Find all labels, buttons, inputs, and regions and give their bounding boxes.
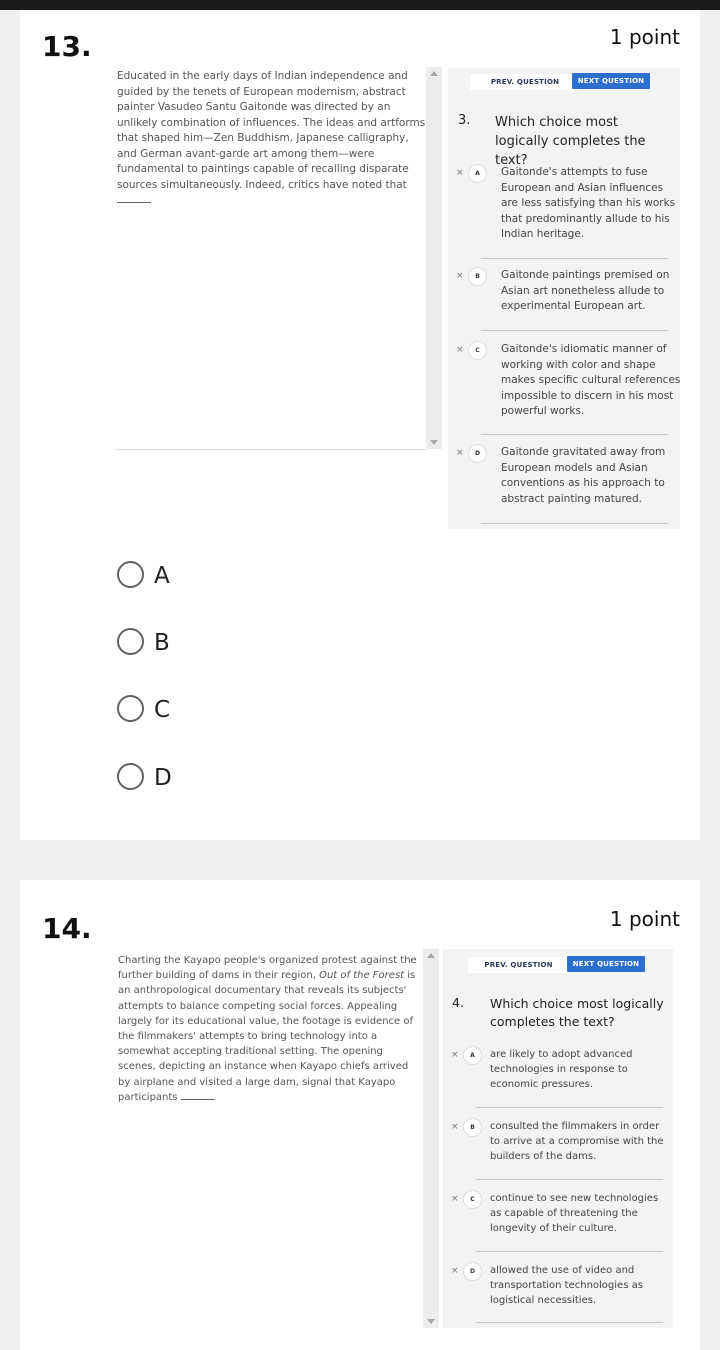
radio-label: C — [154, 697, 171, 723]
choice-letter-badge[interactable]: D — [463, 1262, 482, 1281]
passage-scrollbar[interactable] — [423, 949, 439, 1328]
choice-text: are likely to adopt advanced technologies in response to economic pressures. — [490, 1049, 633, 1090]
choice-divider — [476, 1107, 663, 1108]
scroll-down-icon[interactable] — [427, 1319, 435, 1324]
choice-divider — [476, 1322, 663, 1323]
choice-divider — [481, 258, 668, 259]
passage-body: Charting the Kayapo people's organized protest against the further building of dams in their region, — [118, 955, 417, 982]
passage-bottom-line — [115, 449, 427, 450]
question-card-14 — [20, 880, 700, 1350]
question-card-13 — [20, 10, 700, 840]
choice-divider — [481, 434, 668, 435]
eliminate-icon[interactable]: × — [451, 1266, 459, 1276]
question-index: 3. — [458, 113, 471, 128]
choice-divider — [476, 1251, 663, 1252]
choice-text: Gaitonde gravitated away from European models and Asian conventions as his approach to abstract painting matured. — [501, 446, 666, 505]
choice-text: allowed the use of video and transportation technologies as logistical necessities. — [490, 1265, 643, 1306]
choice-text: consulted the filmmakers in order to arrive at a compromise with the builders of the dams. — [490, 1121, 664, 1162]
answer-blank — [181, 1090, 215, 1100]
radio-circle[interactable] — [117, 695, 144, 722]
passage-text — [117, 69, 427, 209]
choice-letter-badge[interactable]: A — [468, 164, 487, 183]
prev-question-button[interactable]: PREV. QUESTION — [470, 74, 580, 90]
choice-text: continue to see new technologies as capable of threatening the longevity of their culture. — [490, 1193, 659, 1234]
prev-question-button[interactable]: PREV. QUESTION — [468, 957, 569, 973]
choice-text: Gaitonde's idiomatic manner of working with color and shape makes specific cultural references impossible to discern in his most powerful works. — [501, 343, 681, 417]
choice-divider — [481, 330, 668, 331]
choice-divider — [481, 523, 668, 524]
radio-label: A — [154, 563, 170, 589]
question-number: 14. — [42, 912, 92, 945]
passage-title: Out of the Forest — [319, 970, 405, 982]
scroll-up-icon[interactable] — [427, 953, 435, 958]
passage-scrollbar[interactable] — [426, 67, 442, 449]
question-number: 13. — [42, 30, 92, 63]
choice-letter-badge[interactable]: B — [463, 1118, 482, 1137]
radio-label: D — [154, 765, 172, 791]
question-points: 1 point — [609, 907, 680, 931]
question-text: Which choice most logically completes the text? — [490, 996, 664, 1029]
choice-letter-badge[interactable]: C — [468, 341, 487, 360]
eliminate-icon[interactable]: × — [451, 1194, 459, 1204]
eliminate-icon[interactable]: × — [456, 345, 464, 355]
radio-circle[interactable] — [117, 763, 144, 790]
next-question-button[interactable]: NEXT QUESTION — [572, 73, 650, 89]
radio-circle[interactable] — [117, 628, 144, 655]
question-panel — [443, 949, 673, 1328]
choice-text: Gaitonde paintings premised on Asian art nonetheless allude to experimental European art. — [501, 269, 670, 312]
answer-blank — [117, 193, 151, 203]
choice-letter-badge[interactable]: D — [468, 444, 487, 463]
choice-divider — [476, 1179, 663, 1180]
choice-letter-badge[interactable]: C — [463, 1190, 482, 1209]
scroll-up-icon[interactable] — [430, 71, 438, 76]
eliminate-icon[interactable]: × — [451, 1122, 459, 1132]
question-text: Which choice most logically completes the text? — [495, 115, 646, 168]
choice-letter-badge[interactable]: A — [463, 1046, 482, 1065]
passage-text — [118, 953, 421, 1105]
eliminate-icon[interactable]: × — [456, 448, 464, 458]
choice-text: Gaitonde's attempts to fuse European and Asian influences are less satisfying than his works that predominantly allude to his Indian heritage. — [501, 166, 676, 240]
scroll-down-icon[interactable] — [430, 440, 438, 445]
passage-body: is an anthropological documentary that reveals its subjects' attempts to balance competing social forces. Appealing largely for its educational value, the footage is evidence of the filmmakers' attempts to bring technology into a somewhat accepting traditional setting. The opening scenes, depicting an instance when Kayapo chiefs arrived by airplane and visited a large dam, signal that Kayapo participants — [118, 970, 416, 1103]
question-index: 4. — [452, 995, 464, 1010]
next-question-button[interactable]: NEXT QUESTION — [567, 956, 645, 972]
question-points: 1 point — [609, 25, 680, 49]
top-bar — [0, 0, 720, 10]
eliminate-icon[interactable]: × — [451, 1050, 459, 1060]
radio-circle[interactable] — [117, 561, 144, 588]
eliminate-icon[interactable]: × — [456, 271, 464, 281]
passage-body: Educated in the early days of Indian independence and guided by the tenets of European modernism, abstract painter Vasudeo Santu Gaitonde was directed by an unlikely combination of influences. The ideas and artforms that shaped him—Zen Buddhism, Japanese calligraphy, and German avant-garde art among them—were fundamental to paintings capable of recalling disparate sources simultaneously. Indeed, critics have noted that — [117, 70, 426, 191]
choice-letter-badge[interactable]: B — [468, 267, 487, 286]
eliminate-icon[interactable]: × — [456, 168, 464, 178]
radio-label: B — [154, 630, 170, 656]
question-panel — [448, 68, 680, 529]
